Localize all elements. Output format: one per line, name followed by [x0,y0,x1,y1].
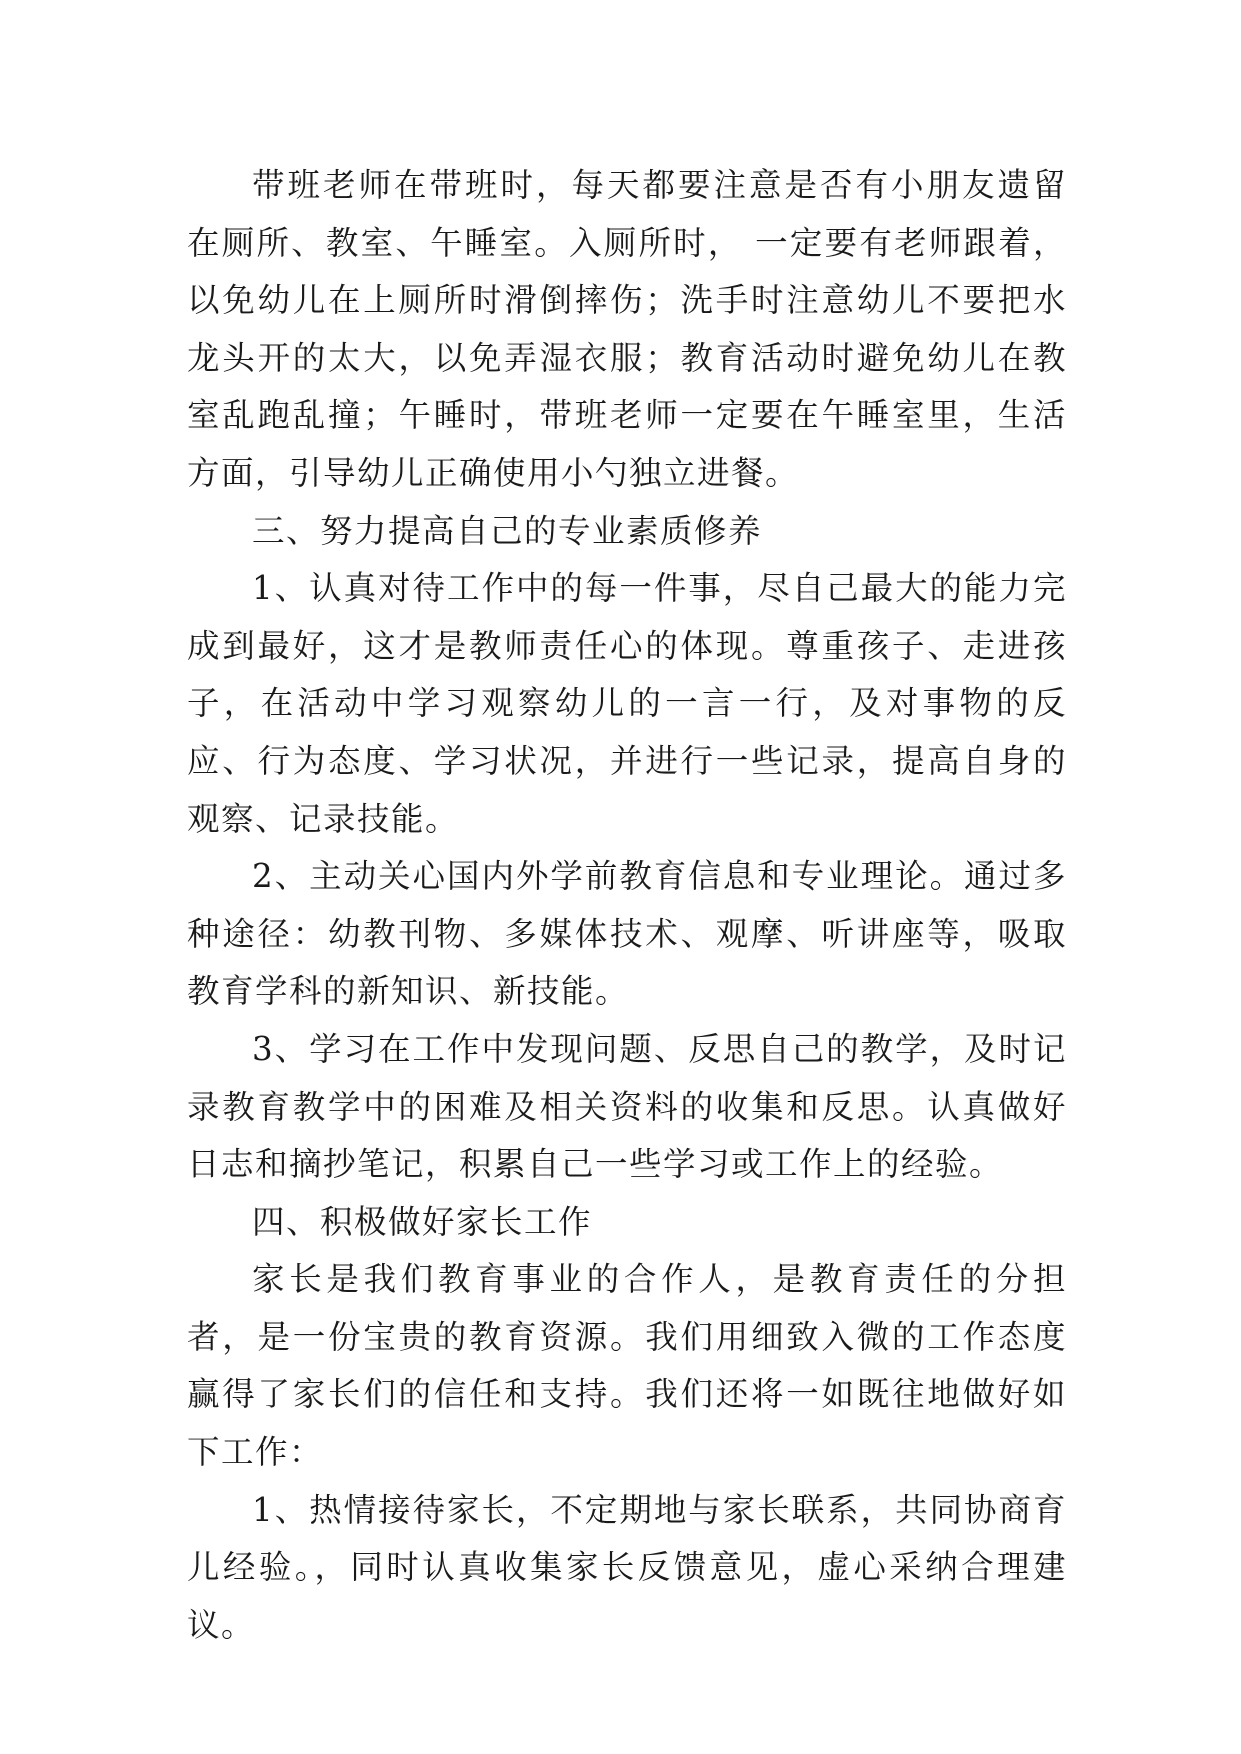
section-heading-professional-quality: 三、努力提高自己的专业素质修养 [252,511,763,550]
paragraph-classroom-safety: 带班老师在带班时，每天都要注意是否有小朋友遗留在厕所、教室、午睡室。入厕所时， 一定要有老师跟着，以免幼儿在上厕所时滑倒摔伤；洗手时注意幼儿不要把水龙头开的太大，以免弄湿衣服；教育活动时避免幼儿在教室乱跑乱撞；午睡时，带班老师一定要在午睡室里，生活方面，引导幼儿正确使用小勺独立进餐。 [187,166,1067,492]
section-heading-parent-work: 四、积极做好家长工作 [252,1202,593,1241]
paragraph-item-3-reflection: 3、学习在工作中发现问题、反思自己的教学，及时记录教育教学中的困难及相关资料的收集和反思。认真做好日志和摘抄笔记，积累自己一些学习或工作上的经验。 [187,1029,1067,1184]
document-body [187,157,1067,1654]
paragraph-item-1-responsibility: 1、认真对待工作中的每一件事，尽自己最大的能力完成到最好，这才是教师责任心的体现。尊重孩子、走进孩子，在活动中学习观察幼儿的一言一行，及对事物的反应、行为态度、学习状况，并进行一些记录，提高自身的观察、记录技能。 [187,569,1067,838]
paragraph-parents-item-1: 1、热情接待家长，不定期地与家长联系，共同协商育儿经验。，同时认真收集家长反馈意见，虚心采纳合理建议。 [187,1490,1067,1644]
paragraph-parents-intro: 家长是我们教育事业的合作人，是教育责任的分担者，是一份宝贵的教育资源。我们用细致入微的工作态度赢得了家长们的信任和支持。我们还将一如既往地做好如下工作： [187,1260,1067,1472]
paragraph-item-2-theory: 2、主动关心国内外学前教育信息和专业理论。通过多种途径：幼教刊物、多媒体技术、观摩、听讲座等，吸取教育学科的新知识、新技能。 [187,857,1067,1011]
